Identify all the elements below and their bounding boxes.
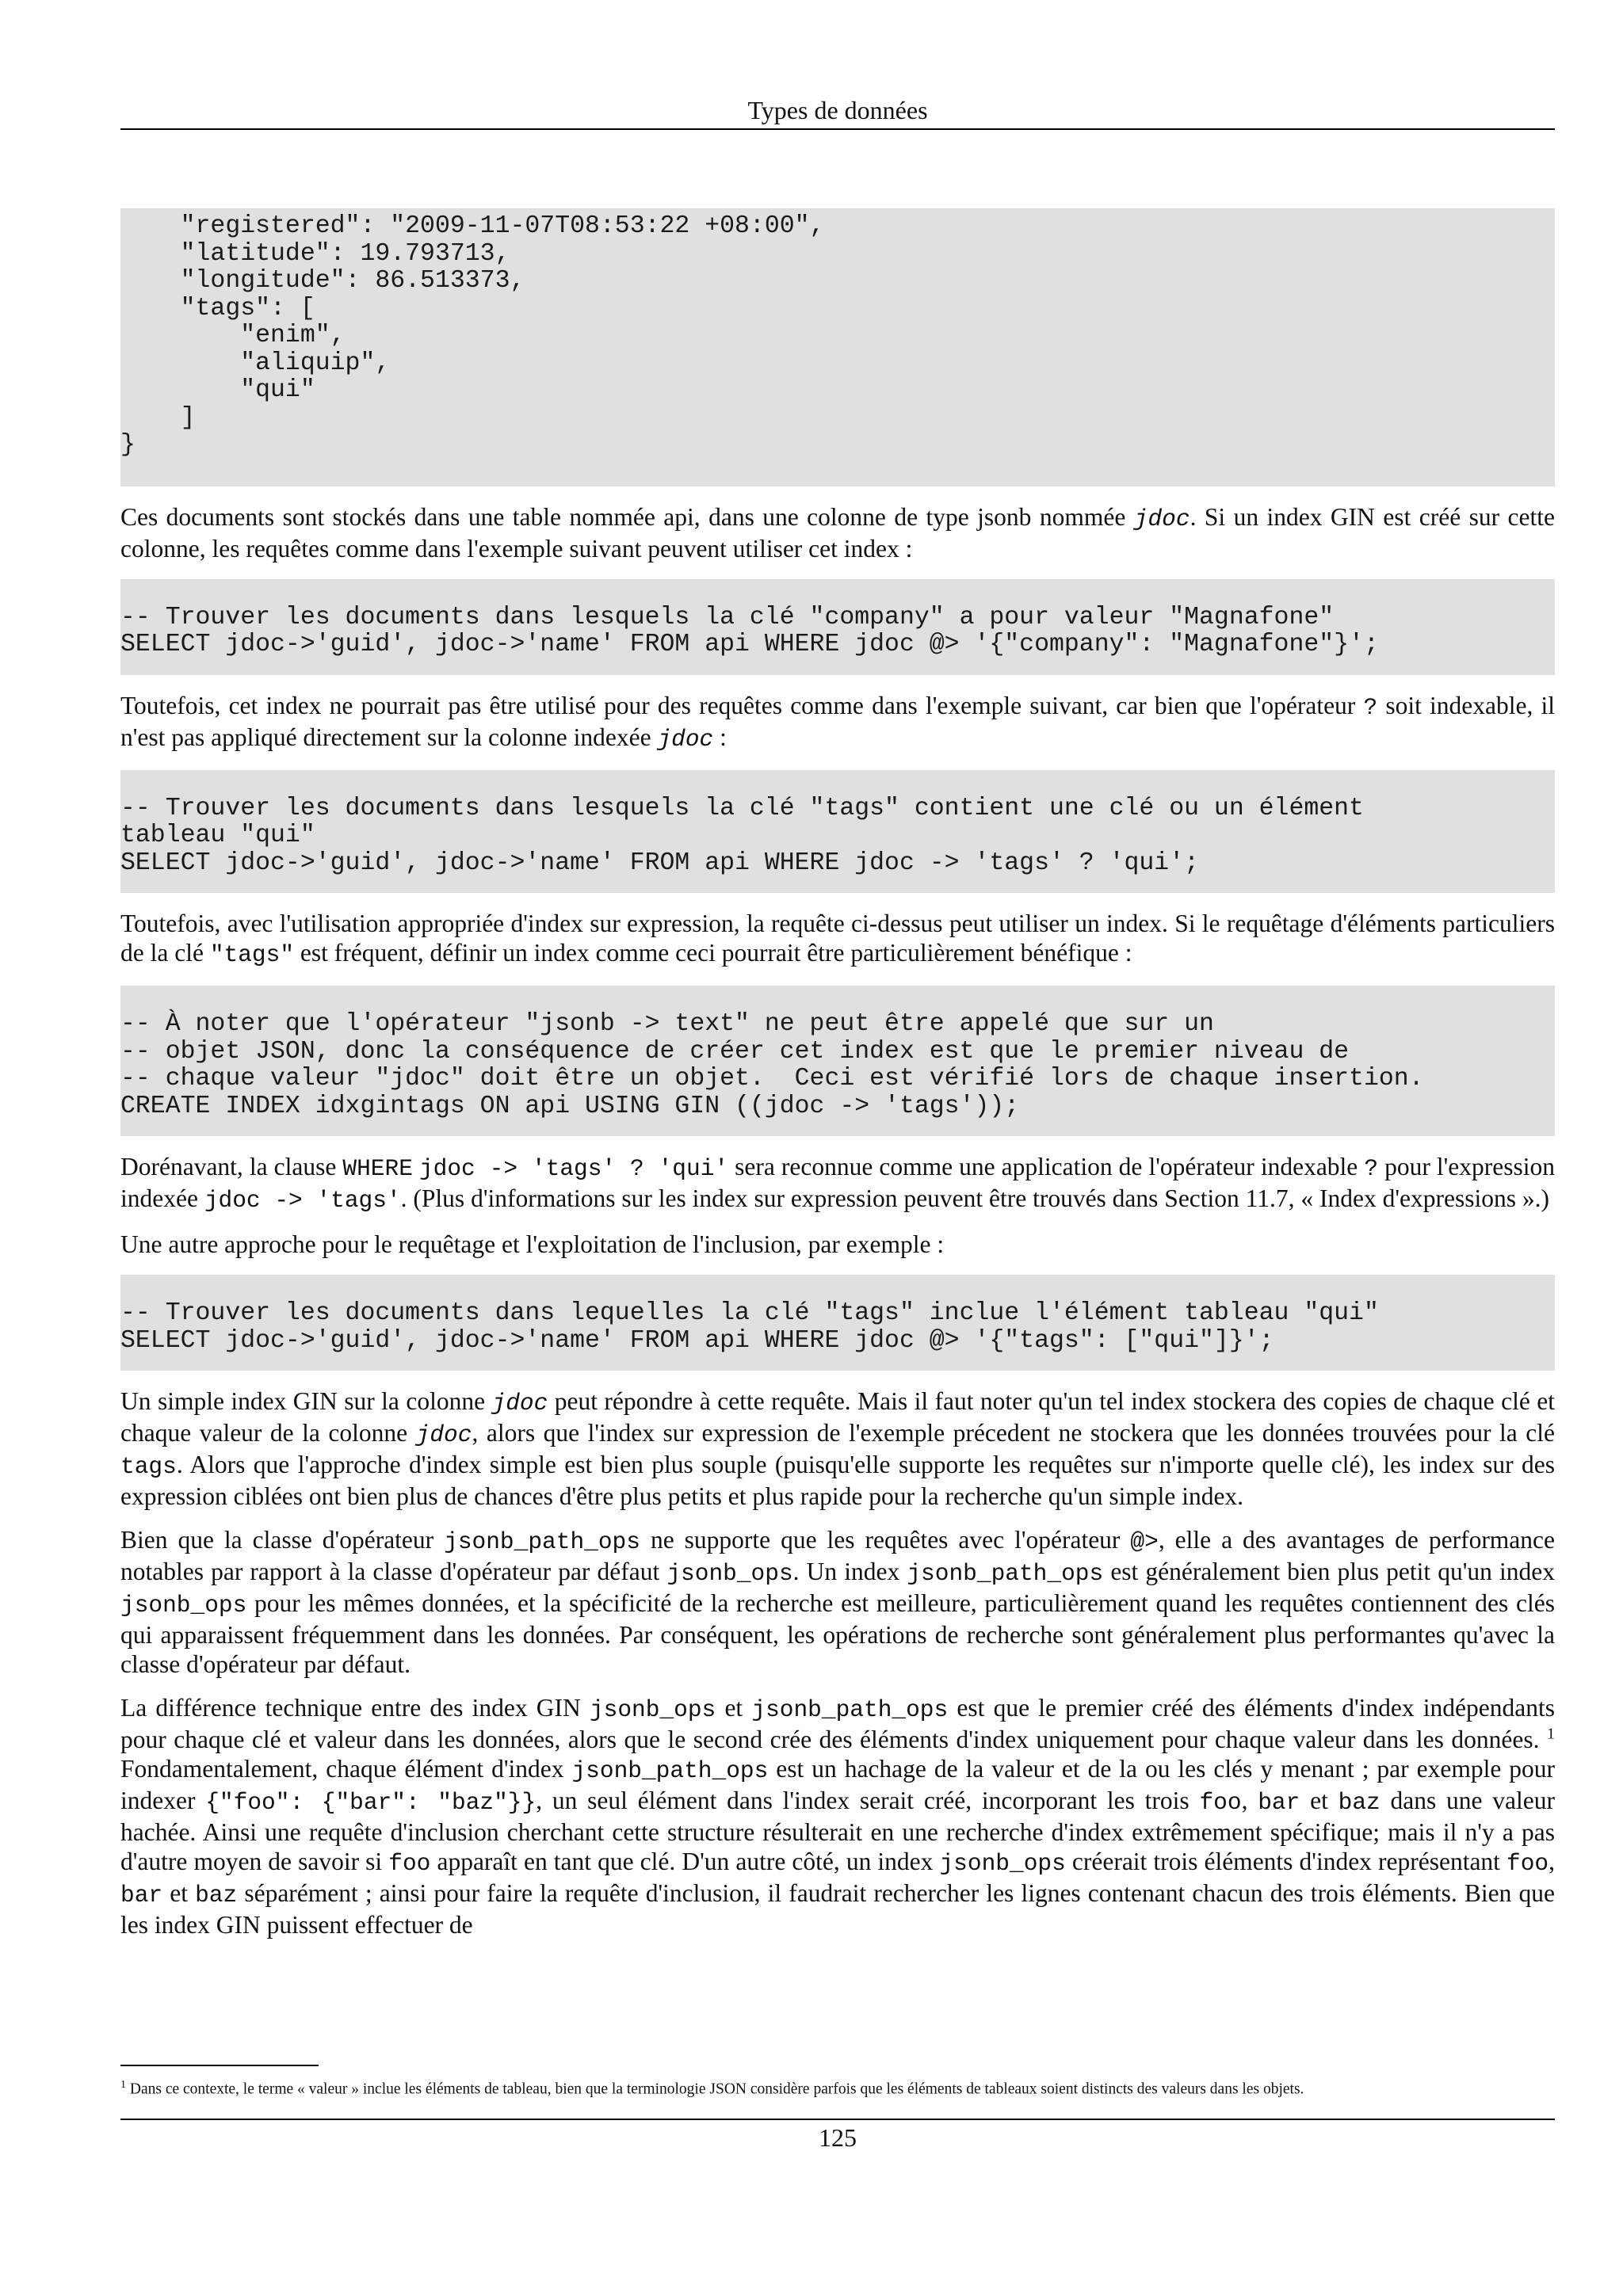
inline-code: "tags": [209, 941, 295, 968]
inline-code: ?: [1364, 1155, 1379, 1182]
inline-code: tags: [120, 1453, 177, 1480]
footnote-reference[interactable]: 1: [1547, 1725, 1555, 1743]
inline-code: foo: [1507, 1850, 1549, 1877]
inline-code: jsonb_path_ops: [571, 1757, 769, 1784]
inline-code: jsonb_ops: [939, 1850, 1066, 1877]
inline-code: foo: [1199, 1789, 1242, 1816]
page-footer: [120, 2119, 1555, 2155]
inline-code: jdoc: [415, 1421, 472, 1448]
inline-code: WHERE: [342, 1155, 413, 1182]
code-line: -- Trouver les documents dans lequelles la clé "tags" inclue l'élément tableau "qui": [120, 1299, 1379, 1327]
paragraph-inclusion-approach: Une autre approche pour le requêtage et l'exploitation de l'inclusion, par exemple :: [120, 1230, 945, 1258]
inline-code: @>: [1130, 1528, 1159, 1555]
code-line: "qui": [120, 376, 315, 404]
inline-code: {"foo": {"bar": "baz"}}: [205, 1789, 537, 1816]
inline-code: baz: [1338, 1789, 1381, 1816]
paragraph-api-table: Ces documents sont stockés dans une table nommée api, dans une colonne de type jsonb nommée jdoc. Si un index GIN est créé sur cette colonne, les requêtes comme dans l'exemple suivant peuvent utiliser cet index :: [120, 502, 1555, 563]
paragraph-technical-difference: La différence technique entre des index GIN jsonb_ops et jsonb_path_ops est que le premier créé des éléments d'index indépendants pour chaque clé et valeur dans les données, alors que le second crée des éléments d'index uniquement pour chaque valeur dans les données. $^1$ Fondamentalement, chaque élément d'index jsonb_path_ops est un hachage de la valeur et de la ou les clés y menant ; par exemple pour indexer {"foo": {"bar": "baz"}}, un seul élément dans l'index serait créé, incorporant les trois foo, bar et baz dans une valeur hachée. Ainsi une requête d'inclusion cherchant cette structure résulterait en une recherche d'index extrêmement spécifique; mais il n'y a pas d'autre moyen de savoir si foo apparaît en tant que clé. D'un autre côté, un index jsonb_ops créerait trois éléments d'index représentant foo, bar et baz séparément ; ainsi pour faire la requête d'inclusion, il faudrait rechercher les lignes contenant chacun des trois éléments. Bien que les index GIN puissent effectuer de: [120, 1694, 1556, 1939]
inline-code: jdoc: [491, 1390, 548, 1417]
inline-code: jdoc -> 'tags' ? 'qui': [418, 1155, 729, 1182]
code-block-company-query: [120, 579, 1555, 675]
code-line: "longitude": 86.513373,: [120, 267, 525, 295]
inline-code: foo: [388, 1850, 431, 1877]
paragraph-simple-gin-index: Un simple index GIN sur la colonne jdoc peut répondre à cette requête. Mais il faut noter qu'un tel index stockera des copies de chaque clé et chaque valeur de la colonne jdoc, alors que l'index sur expression de l'exemple précedent ne stockera que les données trouvées pour la clé tags. Alors que l'approche d'index simple est bien plus souple (puisqu'elle supporte les requêtes sur n'importe quelle clé), les index sur des expression ciblées ont bien plus de chances d'être plus petits et plus rapide pour la recherche qu'un simple index.: [120, 1387, 1555, 1510]
code-line: "latitude": 19.793713,: [120, 239, 510, 268]
code-line: -- Trouver les documents dans lesquels la clé "tags" contient une clé ou un élément: [120, 794, 1364, 822]
inline-code: jsonb_ops: [120, 1592, 247, 1619]
page-number: 125: [819, 2123, 857, 2152]
inline-code: ?: [1363, 693, 1378, 721]
page-header: [120, 92, 1555, 130]
inline-code: jsonb_ops: [589, 1696, 716, 1723]
code-line: "enim",: [120, 322, 346, 349]
inline-code: baz: [195, 1882, 238, 1909]
inline-code: bar: [120, 1882, 163, 1909]
code-line: -- objet JSON, donc la conséquence de créer cet index est que le premier niveau de: [120, 1037, 1350, 1066]
code-line: -- chaque valeur "jdoc" doit être un objet. Ceci est vérifié lors de chaque insertion.: [120, 1065, 1424, 1093]
code-line: }: [120, 431, 136, 459]
code-line: ]: [120, 403, 196, 432]
paragraph-operator-not-indexed: Toutefois, cet index ne pourrait pas être utilisé pour des requêtes comme dans l'exemple suivant, car bien que l'opérateur ? soit indexable, il n'est pas appliqué directement sur la colonne indexée jdoc :: [120, 691, 1555, 753]
code-block-json-tail: [120, 208, 1555, 486]
footnote: [120, 2076, 1555, 2100]
code-block-inclusion-query: [120, 1275, 1555, 1371]
page-content: [120, 208, 1555, 1939]
paragraph-expression-index: Toutefois, avec l'utilisation appropriée d'index sur expression, la requête ci-dessus peut utiliser un index. Si le requêtage d'éléments particuliers de la clé "tags" est fréquent, définir un index comme ceci pourrait être particulièrement bénéfique :: [120, 910, 1555, 968]
code-line: tableau "qui": [120, 822, 315, 849]
footnote-separator: [120, 2065, 319, 2066]
code-line: SELECT jdoc->'guid', jdoc->'name' FROM api WHERE jdoc @> '{"tags": ["qui"]}';: [120, 1326, 1274, 1355]
footnote-number: 1: [120, 2079, 126, 2091]
inline-code: jdoc: [657, 725, 714, 753]
code-line: SELECT jdoc->'guid', jdoc->'name' FROM api WHERE jdoc @> '{"company": "Magnafone"}';: [120, 631, 1379, 658]
paragraph-jsonb-path-ops: Bien que la classe d'opérateur jsonb_path_ops ne supporte que les requêtes avec l'opérateur @>, elle a des avantages de performance notables par rapport à la classe d'opérateur par défaut jsonb_ops. Un index jsonb_path_ops est généralement bien plus petit qu'un index jsonb_ops pour les mêmes données, et la spécificité de la recherche est meilleure, particulièrement quand les requêtes contiennent des clés qui apparaissent fréquemment dans les données. Par conséquent, les opérations de recherche sont généralement plus performantes qu'avec la classe d'opérateur par défaut.: [120, 1526, 1555, 1678]
code-line: -- À noter que l'opérateur "jsonb -> text" ne peut être appelé que sur un: [120, 1010, 1214, 1038]
paragraph-where-clause: Dorénavant, la clause WHERE jdoc -> 'tags' ? 'qui' sera reconnue comme une application de l'opérateur indexable ? pour l'expression indexée jdoc -> 'tags'. (Plus d'informations sur les index sur expression peuvent être trouvés dans Section 11.7, « Index d'expressions ».): [120, 1153, 1556, 1214]
inline-code: jsonb_path_ops: [751, 1696, 949, 1723]
code-block-create-index: [120, 986, 1555, 1136]
inline-code: jsonb_path_ops: [907, 1560, 1104, 1587]
code-line: SELECT jdoc->'guid', jdoc->'name' FROM api WHERE jdoc -> 'tags' ? 'qui';: [120, 849, 1200, 877]
footnote-text: Dans ce contexte, le terme « valeur » inclue les éléments de tableau, bien que la terminologie JSON considère parfois que les éléments de tableaux soient distincts des valeurs dans les objets.: [126, 2081, 1304, 2098]
page-header-title: Types de données: [747, 96, 928, 124]
code-line: "registered": "2009-11-07T08:53:22 +08:00",: [120, 212, 825, 240]
code-line: CREATE INDEX idxgintags ON api USING GIN ((jdoc -> 'tags'));: [120, 1092, 1020, 1120]
inline-code: jdoc -> 'tags': [204, 1187, 401, 1214]
inline-code: jsonb_path_ops: [444, 1528, 640, 1555]
inline-code: bar: [1258, 1789, 1300, 1816]
code-line: "aliquip",: [120, 349, 391, 377]
code-block-tags-query: [120, 770, 1555, 894]
inline-code: jsonb_ops: [666, 1560, 793, 1587]
inline-code: jdoc: [1133, 505, 1190, 532]
code-line: "tags": [: [120, 294, 315, 322]
code-line: -- Trouver les documents dans lesquels la clé "company" a pour valeur "Magnafone": [120, 603, 1335, 631]
